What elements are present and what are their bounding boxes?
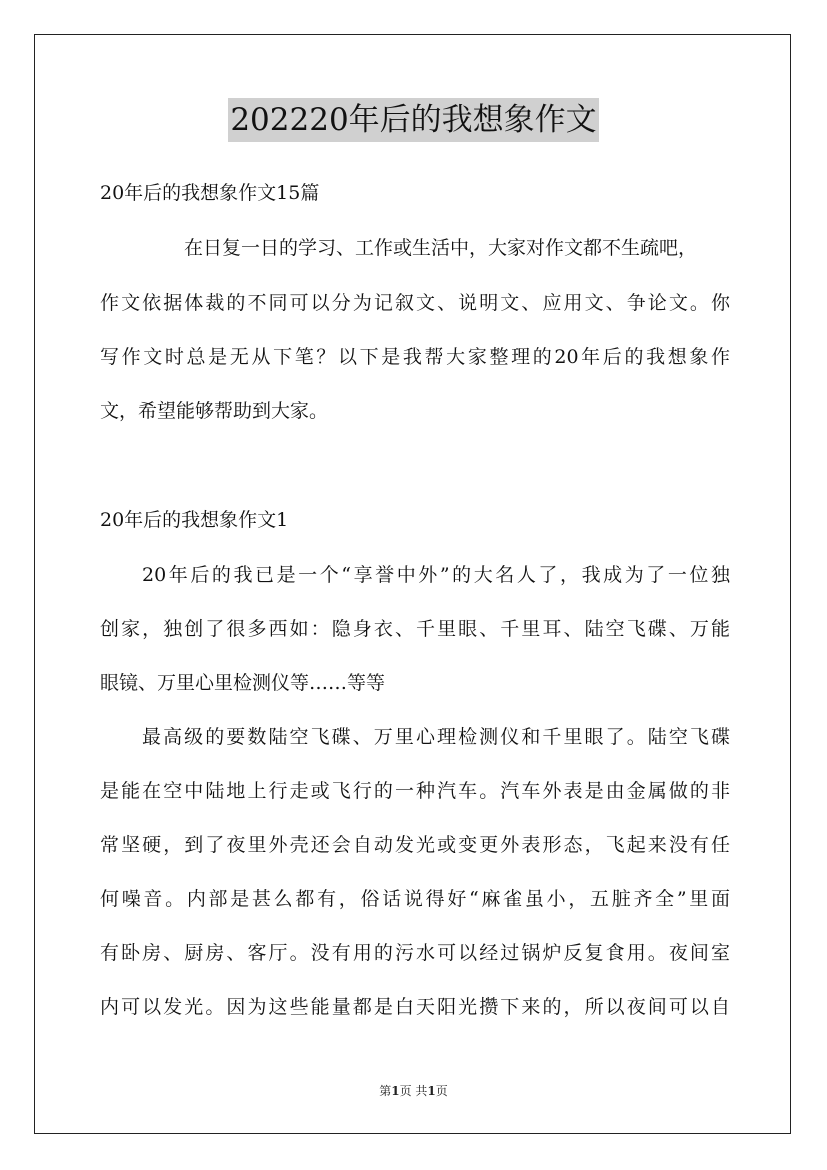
paragraph2-line-1: 最高级的要数陆空飞碟、万里心理检测仪和千里眼了。陆空飞碟 [142,726,730,748]
section-heading: 20年后的我想象作文1 [100,509,289,531]
intro-line-1: 在日复一日的学习、工作或生活中，大家对作文都不生疏吧， [184,237,698,259]
footer-page-total: 1 [427,1084,436,1098]
paragraph1-line-1: 20年后的我已是一个“享誉中外”的大名人了，我成为了一位独 [142,564,730,586]
footer-suffix: 页 [435,1084,448,1098]
paragraph1-line-3: 眼镜、万里心里检测仪等……等等 [100,672,386,694]
footer-page-number: 1 [391,1084,400,1098]
paragraph2-line-2: 是能在空中陆地上行走或飞行的一种汽车。汽车外表是由金属做的非 [100,780,730,802]
footer-mid: 页 共 [399,1084,428,1098]
intro-line-2: 作文依据体裁的不同可以分为记叙文、说明文、应用文、争论文。你 [100,292,730,314]
paragraph2-line-3: 常坚硬，到了夜里外壳还会自动发光或变更外表形态，飞起来没有任 [100,834,730,856]
intro-line-3: 写作文时总是无从下笔？以下是我帮大家整理的20年后的我想象作 [100,346,730,368]
footer-prefix: 第 [379,1084,392,1098]
paragraph2-line-5: 有卧房、厨房、客厅。没有用的污水可以经过锅炉反复食用。夜间室 [100,942,730,964]
paragraph2-line-4: 何噪音。内部是甚么都有，俗话说得好“麻雀虽小，五脏齐全”里面 [100,888,730,910]
title-container [0,98,827,142]
paragraph1-line-2: 创家，独创了很多西如：隐身衣、千里眼、千里耳、陆空飞碟、万能 [100,618,730,640]
intro-line-4: 文，希望能够帮助到大家。 [100,400,329,422]
document-title: 202220年后的我想象作文 [228,98,598,142]
page-footer [0,1083,827,1099]
paragraph2-line-6: 内可以发光。因为这些能量都是白天阳光攒下来的，所以夜间可以自 [100,996,730,1018]
document-subtitle: 20年后的我想象作文15篇 [100,182,320,204]
